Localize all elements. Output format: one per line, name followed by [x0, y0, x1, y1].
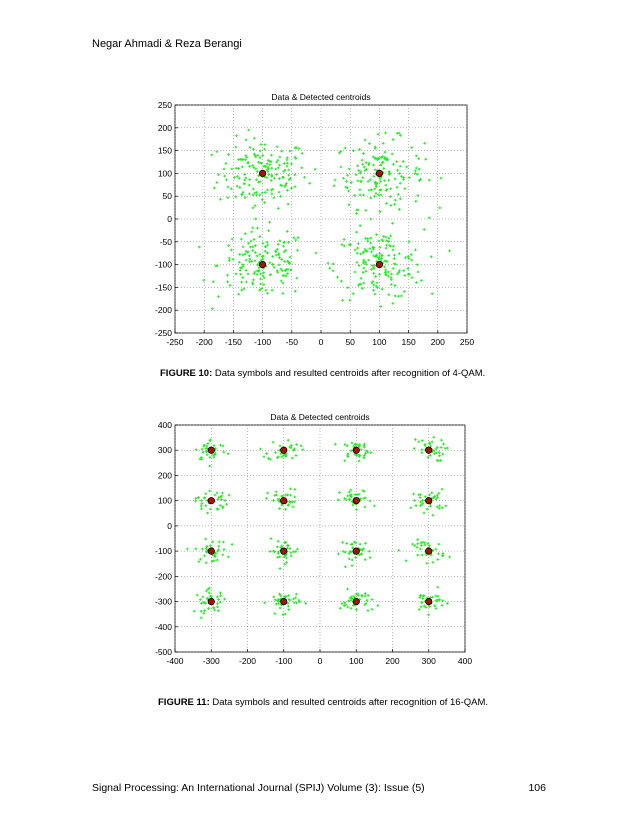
centroid-marker	[281, 497, 287, 503]
centroid-marker	[259, 170, 265, 176]
x-tick-label: 150	[401, 337, 416, 347]
y-tick-label: 400	[157, 420, 172, 430]
y-tick-label: -200	[154, 305, 172, 316]
figure-11	[0, 404, 638, 679]
y-tick-label: -300	[154, 596, 172, 607]
y-tick-label: 100	[157, 495, 172, 506]
figure-10	[0, 88, 638, 363]
centroid-marker	[426, 447, 432, 453]
x-tick-label: 250	[459, 337, 475, 347]
y-tick-label: -500	[154, 647, 172, 657]
centroid-marker	[353, 598, 359, 604]
x-tick-label: -200	[238, 656, 257, 666]
chart-16qam	[0, 404, 638, 674]
y-tick-label: -250	[154, 328, 172, 338]
y-tick-label: 200	[157, 470, 172, 481]
y-tick-label: 150	[157, 145, 172, 156]
x-tick-label: 200	[385, 656, 400, 666]
footer-page-number: 106	[528, 782, 546, 794]
centroid-marker	[353, 548, 359, 554]
x-tick-label: -200	[195, 337, 213, 347]
y-tick-label: 250	[157, 100, 172, 110]
x-tick-label: -250	[166, 337, 184, 347]
y-tick-label: 200	[157, 122, 172, 133]
x-tick-label: 50	[345, 337, 355, 347]
y-tick-label: 100	[157, 168, 172, 179]
chart-title: Data & Detected centroids	[270, 412, 370, 422]
centroid-marker	[208, 497, 214, 503]
y-tick-label: -100	[154, 259, 172, 270]
y-tick-label: -150	[154, 282, 172, 293]
centroid-marker	[259, 261, 265, 267]
x-tick-label: -50	[285, 337, 298, 347]
footer-journal: Signal Processing: An International Journal (SPIJ) Volume (3): Issue (5)	[92, 782, 425, 794]
centroid-marker	[208, 447, 214, 453]
y-tick-label: 0	[167, 520, 172, 531]
centroid-marker	[426, 548, 432, 554]
chart-title: Data & Detected centroids	[271, 92, 371, 102]
x-tick-label: 0	[318, 337, 324, 347]
y-tick-label: -400	[154, 621, 172, 632]
x-tick-label: 400	[457, 656, 473, 666]
x-tick-label: 100	[349, 656, 364, 666]
centroid-marker	[426, 497, 432, 503]
centroid-marker	[281, 548, 287, 554]
figure-10-text: Data symbols and resulted centroids after recognition of 4-QAM.	[212, 368, 486, 379]
centroid-marker	[353, 497, 359, 503]
centroid-marker	[281, 447, 287, 453]
y-tick-label: -200	[154, 571, 172, 582]
x-tick-label: -300	[202, 656, 220, 666]
figure-11-label: FIGURE 11:	[158, 697, 210, 708]
x-tick-label: 300	[421, 656, 436, 666]
y-tick-label: -100	[154, 546, 172, 557]
x-tick-label: 200	[430, 337, 445, 347]
figure-10-label: FIGURE 10:	[160, 368, 213, 379]
chart-4qam	[0, 88, 638, 358]
centroid-marker	[376, 261, 382, 267]
figure-11-caption	[158, 697, 488, 708]
x-tick-label: 0	[317, 656, 323, 666]
running-head-authors: Negar Ahmadi & Reza Berangi	[92, 38, 242, 50]
x-tick-label: -100	[275, 656, 293, 666]
y-tick-label: 300	[157, 445, 172, 456]
x-tick-label: -400	[166, 656, 184, 666]
centroid-marker	[353, 447, 359, 453]
centroid-marker	[426, 598, 432, 604]
figure-11-text: Data symbols and resulted centroids after recognition of 16-QAM.	[209, 697, 489, 708]
x-tick-label: -150	[224, 337, 242, 347]
centroid-marker	[208, 598, 214, 604]
centroid-marker	[281, 598, 287, 604]
figure-10-caption	[160, 368, 485, 379]
centroid-marker	[208, 548, 214, 554]
x-tick-label: 100	[372, 337, 387, 347]
centroid-marker	[376, 170, 382, 176]
y-tick-label: -50	[159, 236, 172, 247]
x-tick-label: -100	[254, 337, 272, 347]
y-tick-label: 50	[162, 191, 172, 202]
y-tick-label: 0	[167, 214, 172, 224]
